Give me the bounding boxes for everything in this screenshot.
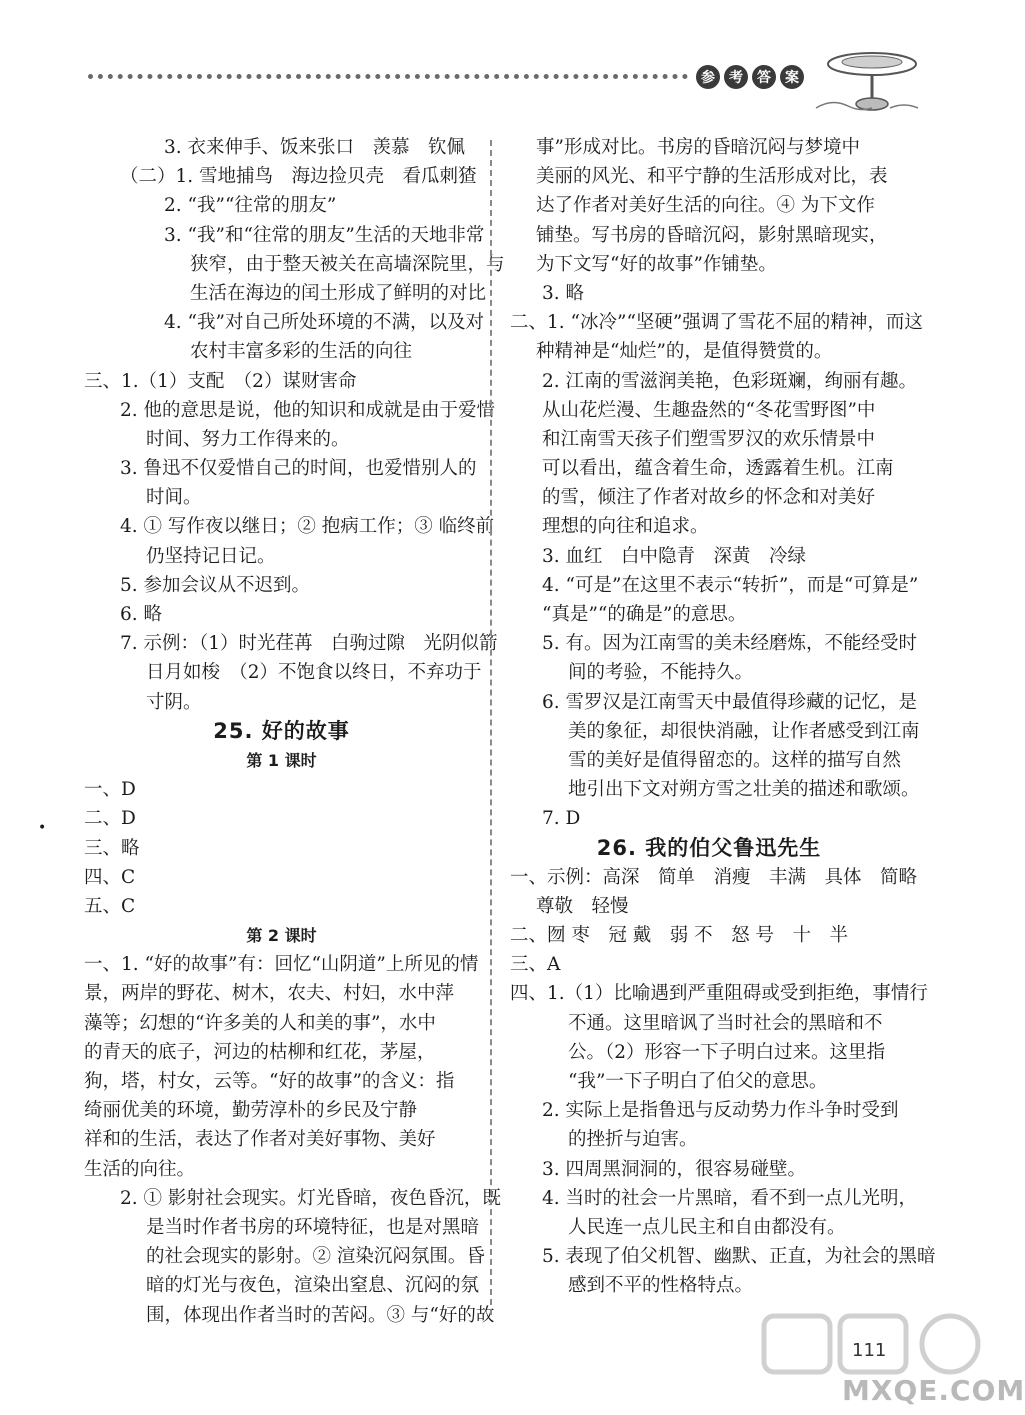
answer-line: 6. 略 (120, 604, 163, 625)
header-badge (696, 62, 812, 92)
answer-line: 美丽的风光、和平宁静的生活形成对比，表 (536, 166, 888, 188)
answer-line: 围，体现出作者当时的苦闷。③ 与“好的故 (146, 1304, 495, 1326)
answer-line: 理想的向往和追求。 (542, 516, 709, 538)
badge-char: 参 (696, 65, 720, 89)
answer-line: 时间。 (146, 487, 202, 509)
header-dotted-rule (88, 74, 688, 79)
answer-line: 为下文写“好的故事”作铺垫。 (536, 253, 777, 275)
answer-line: 寸阴。 (146, 691, 202, 713)
watermark-text: MXQE.COM (842, 1374, 1025, 1407)
answer-line: 一、D (84, 779, 136, 801)
answer-line: 2. 江南的雪滋润美艳，色彩斑斓，绚丽有趣。 (542, 370, 918, 392)
answer-line: 仍坚持记日记。 (146, 545, 276, 567)
answer-line: 三、略 (84, 837, 140, 859)
answer-line: “我”一下子明白了伯父的意思。 (568, 1071, 828, 1092)
answer-line: 6. 雪罗汉是江南雪天中最值得珍藏的记忆，是 (542, 691, 918, 713)
lamp-decoration-icon (812, 38, 922, 118)
answer-line: 是当时作者书房的环境特征，也是对黑暗 (146, 1216, 480, 1238)
answer-line: 2. “我”“往常的朋友” (164, 195, 337, 217)
answer-line: 生活的向往。 (84, 1158, 196, 1180)
answer-line: 的雪，倾注了作者对故乡的怀念和对美好 (542, 487, 876, 509)
answer-line: 地引出下文对朔方雪之壮美的描述和歌颂。 (568, 779, 920, 801)
answer-line: 3. 衣来伸手、饭来张口 羡慕 钦佩 (164, 137, 466, 158)
answer-line: 绮丽优美的环境，勤劳淳朴的乡民及宁静 (84, 1100, 418, 1122)
answer-line: 藻等；幻想的“许多美的人和美的事”，水中 (84, 1012, 436, 1034)
answer-line: 公。（2）形容一下子明白过来。这里指 (568, 1041, 886, 1063)
answer-line: 4. ① 写作夜以继日；② 抱病工作；③ 临终前 (120, 516, 495, 538)
answer-line: 4. “可是”在这里不表示“转折”，而是“可算是” (542, 574, 919, 596)
answer-line: 二、囫 枣 冠 戴 弱 不 怒 号 十 半 (510, 925, 849, 947)
answer-line: 尊敬 轻慢 (536, 895, 629, 917)
answer-line: 的挫折与迫害。 (568, 1129, 698, 1151)
left-column (84, 133, 505, 1330)
answer-line: 4. “我”对自己所处环境的不满，以及对 (164, 312, 484, 334)
answer-line: 和江南雪天孩子们塑雪罗汉的欢乐情景中 (542, 428, 876, 450)
answer-line: 农村丰富多彩的生活的向往 (190, 341, 413, 363)
answer-line: 暗的灯光与夜色，渲染出窒息、沉闷的氛 (146, 1275, 480, 1297)
answer-line: 感到不平的性格特点。 (568, 1275, 754, 1297)
answer-line: 狗，塔，村女，云等。“好的故事”的含义：指 (84, 1071, 455, 1092)
answer-line: （二）1. 雪地捕鸟 海边捡贝壳 看瓜刺猹 (120, 166, 477, 188)
section-title: 25. 好的故事 (213, 718, 350, 743)
answer-line: 3. 四周黑洞洞的，很容易碰壁。 (542, 1158, 807, 1180)
answer-line: 美的象征，却很快消融，让作者感受到江南 (568, 720, 920, 742)
answer-line: 可以看出，蕴含着生命，透露着生机。江南 (542, 458, 894, 480)
answer-line: 三、A (510, 954, 561, 976)
answer-line: 间的考验，不能持久。 (568, 662, 754, 684)
answer-line: 2. 实际上是指鲁迅与反动势力作斗争时受到 (542, 1100, 899, 1122)
answer-line: 5. 表现了伯父机智、幽默、正直，为社会的黑暗 (542, 1246, 936, 1268)
right-column (510, 133, 936, 1301)
answer-line: 日月如梭 （2）不饱食以终日，不弃功于 (146, 662, 482, 684)
answer-line: 5. 参加会议从不迟到。 (120, 574, 311, 596)
answer-line: 3. 鲁迅不仅爱惜自己的时间，也爱惜别人的 (120, 458, 477, 480)
answer-line: 5. 有。因为江南雪的美未经磨炼，不能经受时 (542, 633, 918, 655)
answer-line: 生活在海边的闰土形成了鲜明的对比 (190, 282, 487, 304)
answer-line: 狭窄，由于整天被关在高墙深院里，与 (190, 253, 505, 275)
answer-line: 二、D (84, 808, 136, 830)
answer-line: 的青天的底子，河边的枯柳和红花，茅屋， (84, 1041, 436, 1063)
answer-line: 祥和的生活，表达了作者对美好事物、美好 (84, 1129, 436, 1151)
answer-line: 二、1. “冰冷”“坚硬”强调了雪花不屈的精神，而这 (510, 312, 923, 334)
page-number: 111 (852, 1340, 887, 1361)
answer-line: 一、示例：高深 简单 消瘦 丰满 具体 简略 (510, 866, 918, 888)
answer-line: 三、1.（1）支配 （2）谋财害命 (84, 370, 357, 392)
answer-line: 种精神是“灿烂”的，是值得赞赏的。 (536, 341, 833, 363)
section-title: 26. 我的伯父鲁迅先生 (596, 835, 822, 860)
answer-line: 的社会现实的影射。② 渲染沉闷氛围。昏 (146, 1246, 485, 1268)
column-divider (490, 140, 492, 1315)
answer-line: 3. “我”和“往常的朋友”生活的天地非常 (164, 224, 485, 246)
answer-line: 不通。这里暗讽了当时社会的黑暗和不 (568, 1012, 883, 1034)
answer-line: 3. 血红 白中隐青 深黄 冷绿 (542, 545, 807, 567)
answer-line: 一、1. “好的故事”有：回忆“山阴道”上所见的情 (84, 954, 479, 976)
answer-line: 2. ① 影射社会现实。灯光昏暗，夜色昏沉，既 (120, 1187, 501, 1209)
answer-line: 从山花烂漫、生趣盎然的“冬花雪野图”中 (542, 399, 876, 421)
answer-line: 时间、努力工作得来的。 (146, 428, 350, 450)
answer-line: 7. D (542, 808, 581, 830)
answer-line: 达了作者对美好生活的向往。④ 为下文作 (536, 195, 875, 217)
badge-char: 案 (780, 65, 804, 89)
answer-line: “真是”“的确是”的意思。 (542, 604, 747, 625)
margin-mark: • (38, 820, 47, 836)
answer-line: 四、C (84, 866, 136, 888)
answer-line: 四、1.（1）比喻遇到严重阻碍或受到拒绝，事情行 (510, 983, 928, 1005)
lesson-subtitle: 第 2 课时 (246, 926, 317, 946)
answer-line: 雪的美好是值得留恋的。这样的描写自然 (568, 749, 902, 771)
answer-line: 2. 他的意思是说，他的知识和成就是由于爱惜 (120, 399, 496, 421)
badge-char: 答 (752, 65, 776, 89)
answer-line: 五、C (84, 895, 136, 917)
answer-line: 4. 当时的社会一片黑暗，看不到一点儿光明， (542, 1187, 918, 1209)
badge-char: 考 (724, 65, 748, 89)
answer-line: 事”形成对比。书房的昏暗沉闷与梦境中 (536, 137, 860, 158)
lesson-subtitle: 第 1 课时 (246, 750, 317, 770)
answer-line: 7. 示例：（1）时光荏苒 白驹过隙 光阴似箭 (120, 633, 498, 655)
answer-line: 人民连一点儿民主和自由都没有。 (568, 1216, 846, 1238)
answer-line: 铺垫。写书房的昏暗沉闷，影射黑暗现实， (536, 224, 888, 246)
answer-line: 3. 略 (542, 282, 585, 304)
answer-line: 景，两岸的野花、树木，农夫、村妇，水中萍 (84, 983, 455, 1005)
